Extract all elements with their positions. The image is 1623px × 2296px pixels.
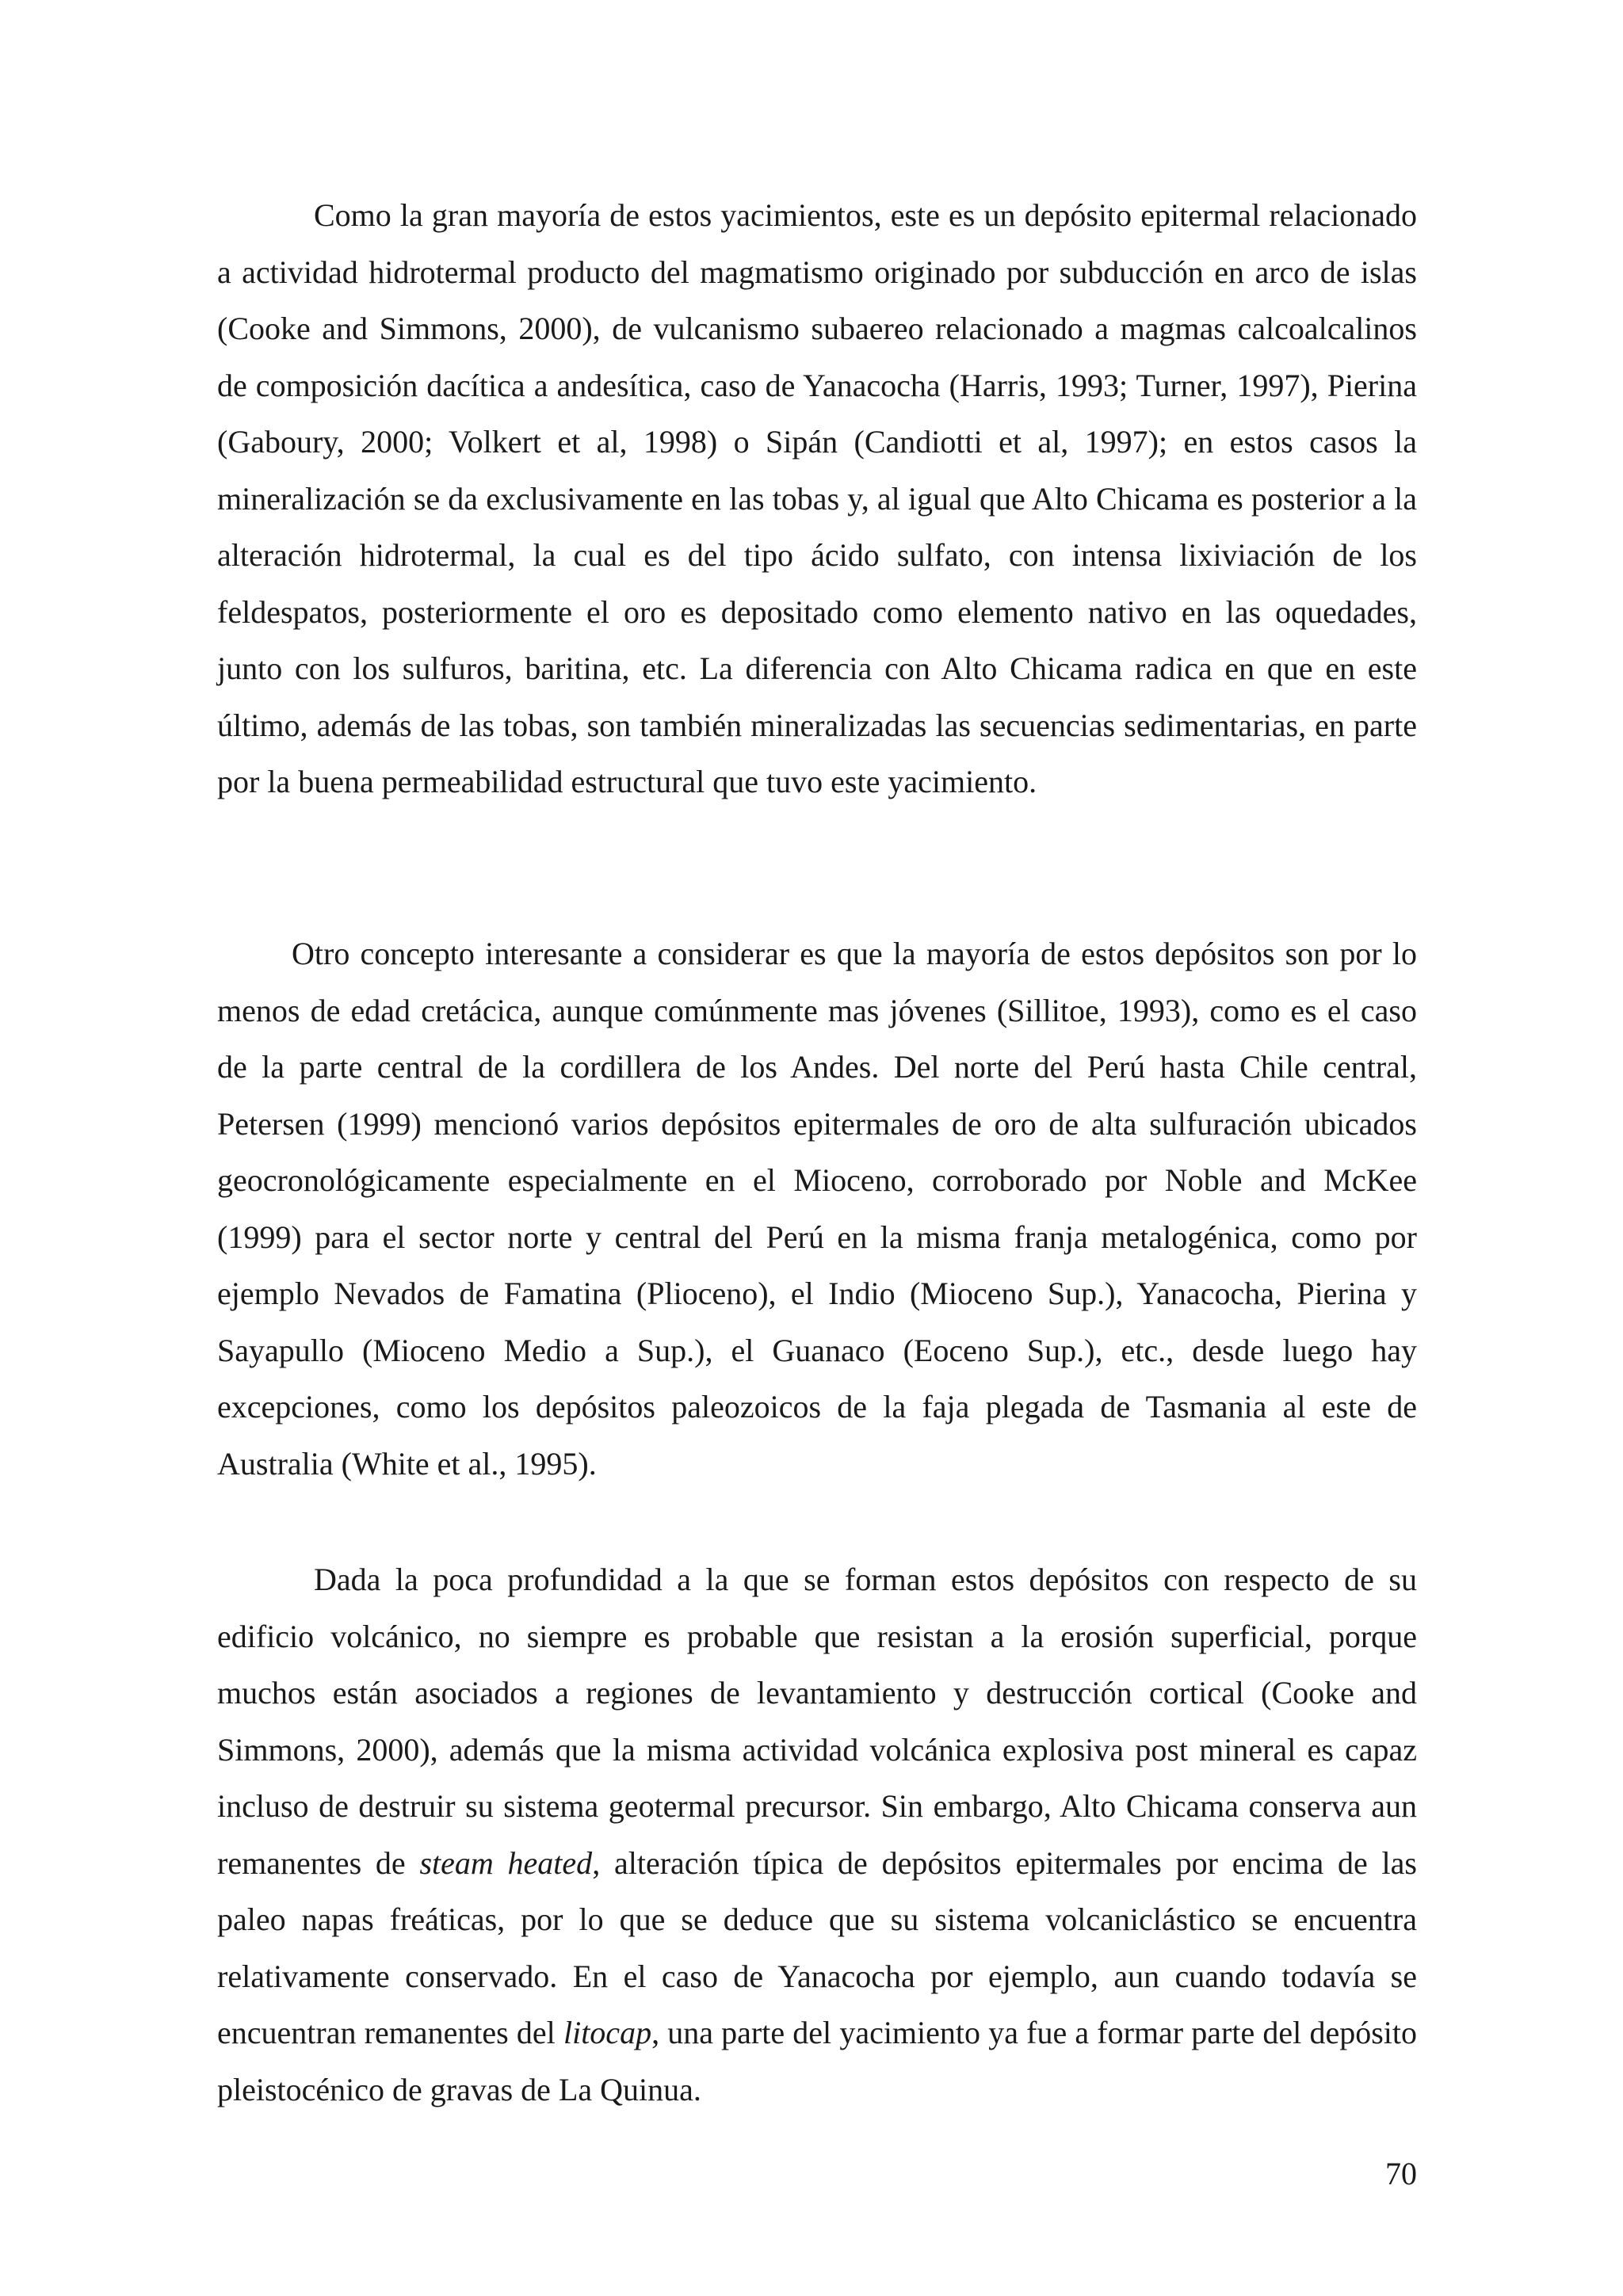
paragraph-2 bbox=[217, 925, 1417, 1492]
paragraph-3-text-part-3: , una parte del yacimiento ya fue a formar parte del depósito pleistocénico de gravas de La Quinua. bbox=[217, 2015, 1417, 2107]
italic-term-litocap: litocap bbox=[563, 2015, 652, 2050]
page-number: 70 bbox=[1385, 2156, 1417, 2191]
paragraph-1-text: Como la gran mayoría de estos yacimientos, este es un depósito epitermal relacionado a actividad hidrotermal producto del magmatismo originado por subducción en arco de islas (Cooke and Simmons, 2000), de vulcanismo subaereo relacionado a magmas calcoalcalinos de composición dacítica a andesítica, caso de Yanacocha (Harris, 1993; Turner, 1997), Pierina (Gaboury, 2000; Volkert et al, 1998) o Sipán (Candiotti et al, 1997); en estos casos la mineralización se da exclusivamente en las tobas y, al igual que Alto Chicama es posterior a la alteración hidrotermal, la cual es del tipo ácido sulfato, con intensa lixiviación de los feldespatos, posteriormente el oro es depositado como elemento nativo en las oquedades, junto con los sulfuros, baritina, etc. La diferencia con Alto Chicama radica en que en este último, además de las tobas, son también mineralizadas las secuencias sedimentarias, en parte por la buena permeabilidad estructural que tuvo este yacimiento. bbox=[217, 197, 1417, 799]
paragraph-2-text: Otro concepto interesante a considerar es que la mayoría de estos depósitos son por lo menos de edad cretácica, aunque comúnmente mas jóvenes (Sillitoe, 1993), como es el caso de la parte central de la cordillera de los Andes. Del norte del Perú hasta Chile central, Petersen (1999) mencionó varios depósitos epitermales de oro de alta sulfuración ubicados geocronológicamente especialmente en el Mioceno, corroborado por Noble and McKee (1999) para el sector norte y central del Perú en la misma franja metalogénica, como por ejemplo Nevados de Famatina (Plioceno), el Indio (Mioceno Sup.), Yanacocha, Pierina y Sayapullo (Mioceno Medio a Sup.), el Guanaco (Eoceno Sup.), etc., desde luego hay excepciones, como los depósitos paleozoicos de la faja plegada de Tasmania al este de Australia (White et al., 1995). bbox=[217, 936, 1417, 1482]
paragraph-3 bbox=[217, 1551, 1417, 2118]
paragraph-1 bbox=[217, 187, 1417, 810]
paragraph-3-text-part-2: , alteración típica de depósitos epitermales por encima de las paleo napas freáticas, por lo que se deduce que su sistema volcaniclástico se encuentra relativamente conservado. En el caso de Yanacocha por ejemplo, aun cuando todavía se encuentran remanentes del bbox=[217, 1844, 1417, 2050]
italic-term-steam-heated: steam heated bbox=[419, 1844, 593, 1881]
paragraph-3-text-part-1: Dada la poca profundidad a la que se forman estos depósitos con respecto de su edificio volcánico, no siempre es probable que resistan a la erosión superficial, porque muchos están asociados a regiones de levantamiento y destrucción cortical (Cooke and Simmons, 2000), además que la misma actividad volcánica explosiva post mineral es capaz incluso de destruir su sistema geotermal precursor. Sin embargo, Alto Chicama conserva aun remanentes de bbox=[217, 1562, 1417, 1881]
